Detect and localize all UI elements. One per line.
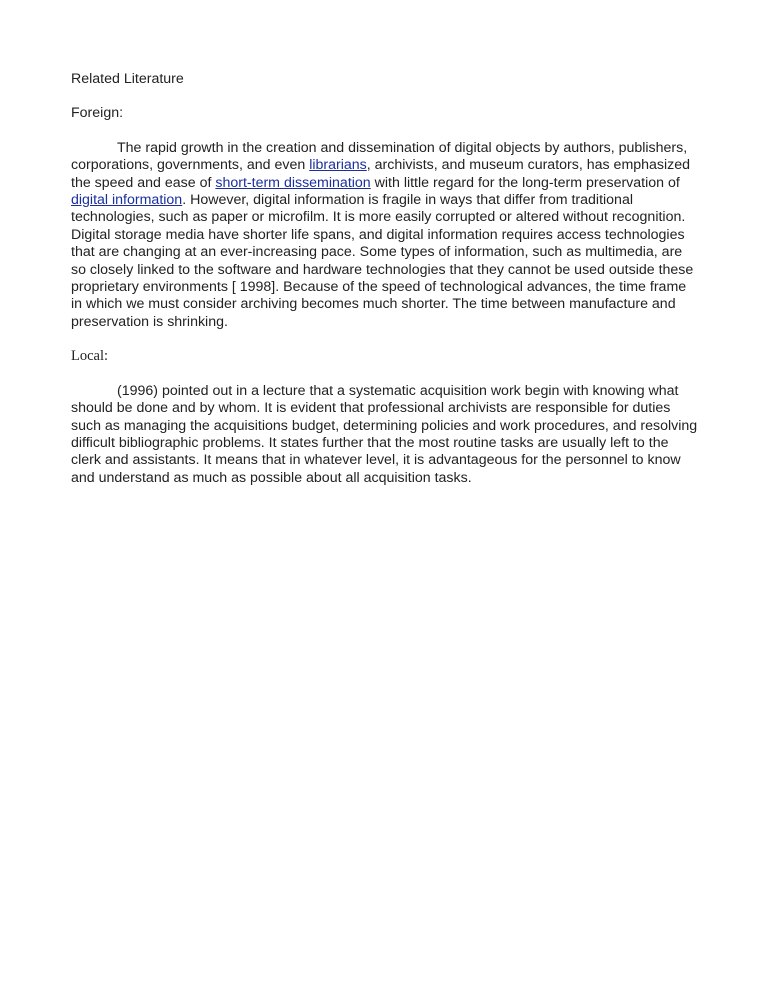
foreign-text-1: The rapid growth in the creation and dissemination of digital objects by authors, publishers, corporations, governments, and even xyxy=(71,139,688,174)
page-title: Related Literature xyxy=(71,71,184,87)
short-term-dissemination-link[interactable]: short-term dissemination xyxy=(215,174,371,191)
section-label-foreign: Foreign: xyxy=(71,105,124,122)
document-body xyxy=(71,71,701,487)
section-label-local: Local: xyxy=(71,348,109,365)
librarians-link[interactable]: librarians xyxy=(309,157,367,174)
foreign-text-3: with little regard for the long-term preservation of xyxy=(370,174,680,191)
local-paragraph: (1996) pointed out in a lecture that a systematic acquisition work begin with knowing what should be done and by whom. It is evident that professional archivists are responsible for duties such as managing the acquisitions budget, determining policies and work procedures, and resolving difficult bibliographic problems. It states further that the most routine tasks are usually left to the clerk and assistants. It means that in whatever level, it is advantageous for the personnel to know and understand as much as possible about all acquisition tasks. xyxy=(71,382,698,486)
foreign-text-4: . However, digital information is fragile in ways that differ from traditional technologies, such as paper or microfilm. It is more easily corrupted or altered without recognition. Digital storage media have shorter life spans, and digital information requires access technologies that are changing at an ever-increasing pace. Some types of information, such as multimedia, are so closely linked to the software and hardware technologies that they cannot be used outside these proprietary environments [ 1998]. Because of the speed of technological advances, the time frame in which we must consider archiving becomes much shorter. The time between manufacture and preservation is shrinking. xyxy=(71,192,694,330)
digital-information-link[interactable]: digital information xyxy=(71,192,183,209)
foreign-paragraph xyxy=(71,140,701,331)
foreign-text-2: , archivists, and museum curators, has emphasized the speed and ease of xyxy=(71,157,691,191)
